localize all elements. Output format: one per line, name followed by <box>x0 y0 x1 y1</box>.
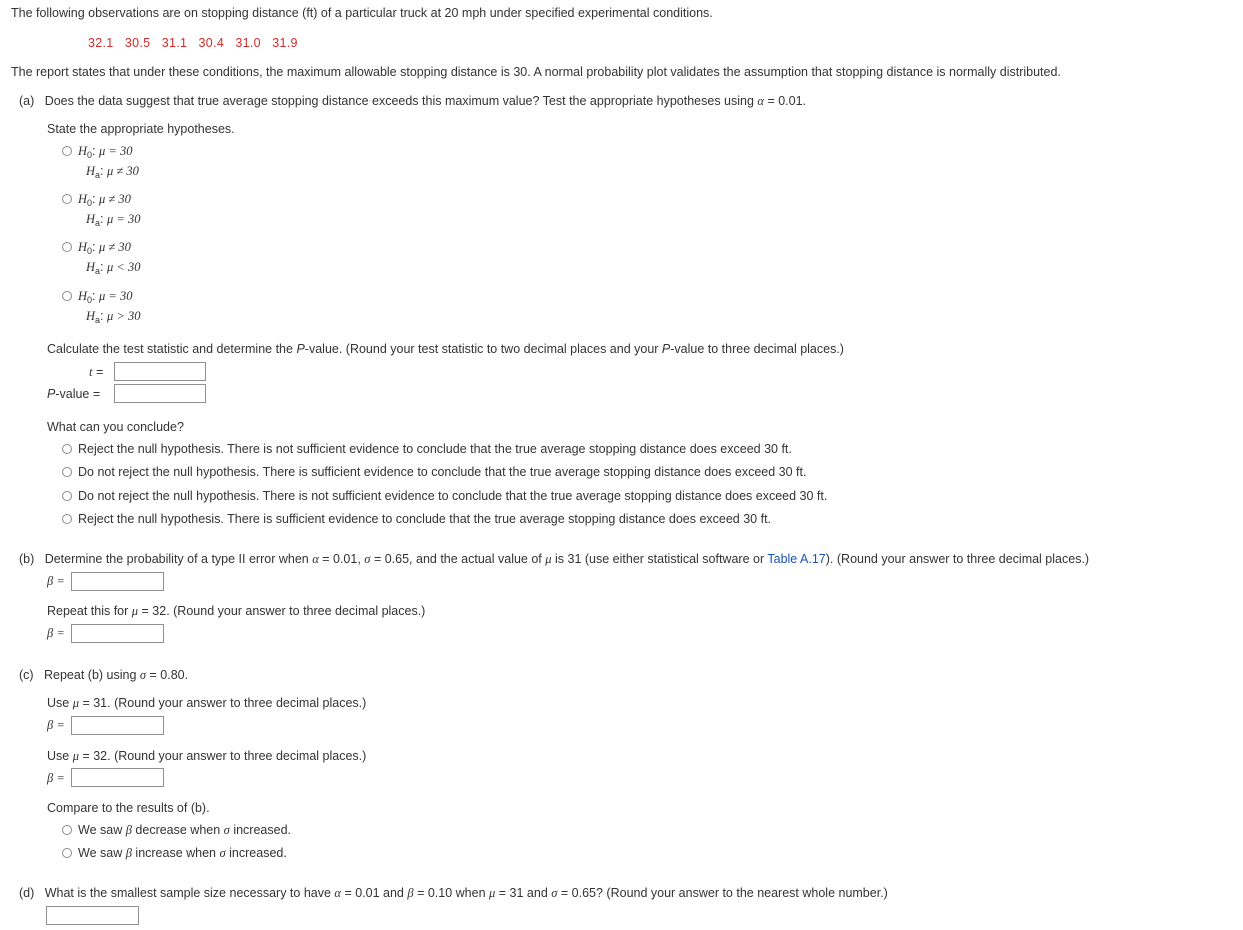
calc-p: P <box>296 342 305 356</box>
ha-line-3: $H_a$: μ < 30 <box>86 260 141 276</box>
beta-label-b2: β = <box>47 626 65 640</box>
t-label: t = <box>89 365 104 379</box>
calc-instructions <box>47 342 844 356</box>
observations: 32.1 30.5 31.1 30.4 31.0 31.9 <box>88 36 298 50</box>
p-value-input[interactable] <box>114 384 206 403</box>
ha-line-1: $H_a$: μ ≠ 30 <box>86 164 139 180</box>
part-a-question <box>19 94 806 109</box>
beta-input-c-mu31[interactable] <box>71 716 164 735</box>
part-c-question: (c) Repeat (b) using σ = 0.80. <box>19 668 189 682</box>
conclusion-text: Reject the null hypothesis. There is sufficient evidence to conclude that the true average stopping distance does exceed 30 ft. <box>78 512 772 526</box>
state-hypotheses-label: State the appropriate hypotheses. <box>47 122 235 136</box>
h0-text: μ ≠ 30 <box>99 240 131 254</box>
conclusion-text: Reject the null hypothesis. There is not sufficient evidence to conclude that the true average stopping distance does exceed 30 ft. <box>78 442 792 456</box>
use-mu32-text: Use μ = 32. (Round your answer to three decimal places.) <box>47 749 367 763</box>
radio-button[interactable] <box>62 444 72 454</box>
compare-text: Compare to the results of (b). <box>47 801 210 815</box>
use-mu31-text: Use μ = 31. (Round your answer to three decimal places.) <box>47 696 367 710</box>
ha-text: μ < 30 <box>107 260 141 274</box>
radio-button[interactable] <box>62 467 72 477</box>
conclusion-option-3[interactable] <box>62 489 827 503</box>
ha-text: μ > 30 <box>107 309 141 323</box>
part-c-label: (c) <box>19 668 34 682</box>
radio-button[interactable] <box>62 194 72 204</box>
p-value-label: P-value = <box>47 387 101 401</box>
conclusion-text: Do not reject the null hypothesis. There is sufficient evidence to conclude that the true average stopping distance does exceed 30 ft. <box>78 465 807 479</box>
conclude-question: What can you conclude? <box>47 420 184 434</box>
conclusion-option-2[interactable] <box>62 465 806 479</box>
report-text: The report states that under these conditions, the maximum allowable stopping distance is 30. A normal probability plot validates the assumption that stopping distance is normally distributed. <box>11 65 1061 79</box>
h0-text: μ ≠ 30 <box>99 192 131 206</box>
compare-option-increase[interactable]: We saw β increase when σ increased. <box>62 846 287 861</box>
beta-label-c2: β = <box>47 771 65 785</box>
hypothesis-option-2[interactable]: $H_0$: μ ≠ 30 <box>62 192 131 207</box>
sample-size-input[interactable] <box>46 906 139 925</box>
ha-text: μ = 30 <box>107 212 141 226</box>
conclusion-option-1[interactable] <box>62 442 792 456</box>
part-a-text-end: = 0.01. <box>763 94 807 108</box>
radio-button[interactable] <box>62 146 72 156</box>
h0-text: μ = 30 <box>99 144 133 158</box>
beta-input-b-mu31[interactable] <box>71 572 164 591</box>
t-statistic-input[interactable] <box>114 362 206 381</box>
beta-input-c-mu32[interactable] <box>71 768 164 787</box>
repeat-mu32-text: Repeat this for μ = 32. (Round your answer to three decimal places.) <box>47 604 426 618</box>
part-d-label: (d) <box>19 886 35 900</box>
calc-text-2: -value. (Round your test statistic to two decimal places and your <box>304 342 662 356</box>
beta-label-b1: β = <box>47 574 65 588</box>
radio-button[interactable] <box>62 491 72 501</box>
radio-button[interactable] <box>62 291 72 301</box>
intro-text: The following observations are on stopping distance (ft) of a particular truck at 20 mph under specified experimental conditions. <box>11 6 713 20</box>
conclusion-option-4[interactable] <box>62 512 771 526</box>
table-a17-link[interactable]: Table A.17 <box>767 552 826 566</box>
part-a-text: Does the data suggest that true average stopping distance exceeds this maximum value? Test the appropriate hypotheses using <box>44 94 758 108</box>
beta-input-b-mu32[interactable] <box>71 624 164 643</box>
compare-option-decrease[interactable]: We saw β decrease when σ increased. <box>62 823 291 838</box>
calc-p2: P <box>661 342 671 356</box>
hypothesis-option-4[interactable]: $H_0$: μ = 30 <box>62 289 132 304</box>
radio-button[interactable] <box>62 514 72 524</box>
part-b-label: (b) <box>19 552 35 566</box>
hypothesis-option-1[interactable]: $H_0$: μ = 30 <box>62 144 132 159</box>
part-a-label: (a) <box>19 94 35 108</box>
beta-label-c1: β = <box>47 718 65 732</box>
conclusion-text: Do not reject the null hypothesis. There is not sufficient evidence to conclude that the true average stopping distance does exceed 30 ft. <box>78 489 828 503</box>
calc-text: Calculate the test statistic and determine the <box>47 342 297 356</box>
part-d-question: (d) What is the smallest sample size necessary to have α = 0.01 and β = 0.10 when μ = 31 and σ = 0.65? (Round your answer to the nearest whole number.) <box>19 886 888 900</box>
radio-button[interactable] <box>62 242 72 252</box>
radio-button[interactable] <box>62 848 72 858</box>
h0-text: μ = 30 <box>99 289 133 303</box>
part-b-question: (b) Determine the probability of a type II error when α = 0.01, σ = 0.65, and the actual value of μ is 31 (use either statistical software or Table A.17). (Round your answer to three decimal places.) <box>19 552 1090 566</box>
ha-line-4: $H_a$: μ > 30 <box>86 309 141 325</box>
hypothesis-option-3[interactable]: $H_0$: μ ≠ 30 <box>62 240 131 255</box>
radio-button[interactable] <box>62 825 72 835</box>
ha-text: μ ≠ 30 <box>107 164 139 178</box>
ha-line-2: $H_a$: μ = 30 <box>86 212 141 228</box>
calc-text-3: -value to three decimal places.) <box>670 342 844 356</box>
alpha-symbol: α <box>757 94 764 108</box>
